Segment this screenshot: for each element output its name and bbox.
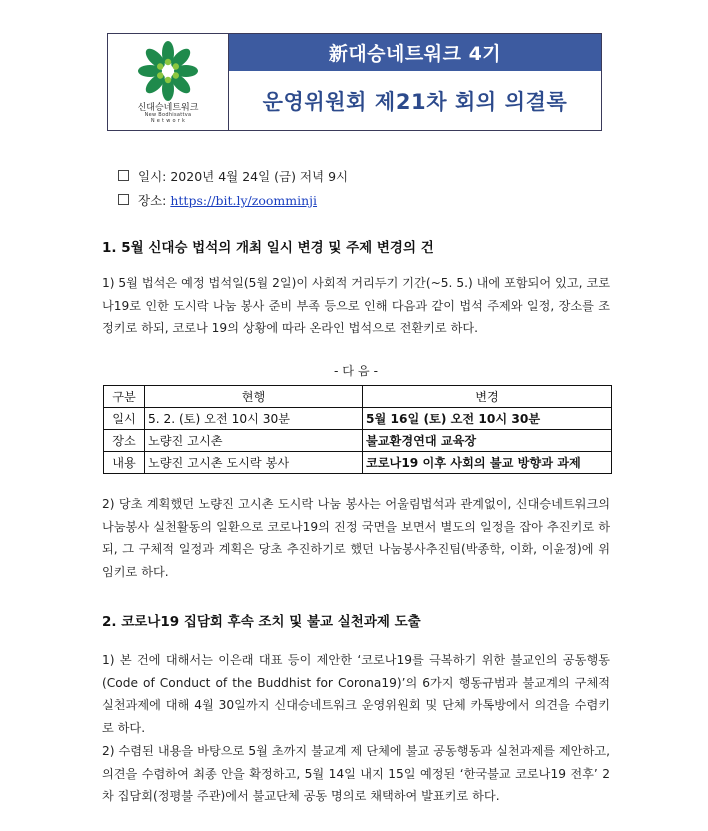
datetime-text: 일시: 2020년 4월 24일 (금) 저녁 9시 [138, 169, 349, 184]
table-header-cell: 구분 [104, 386, 145, 408]
document-title: 新대승네트워크 4기 [229, 34, 601, 71]
section2-body [102, 649, 610, 808]
section2-paragraph2-text: 2) 수렴된 내용을 바탕으로 5월 초까지 불교계 제 단체에 불교 공동행동과 실천과제를 제안하고, 의견을 수렴하여 최종 안을 확정하고, 5월 14일 내지 15일 예정된 ‘한국불교 코로나19 전후’ 2차 집담회(정평불 주관)에서 불교단체 공동 명의로 채택하여 발표키로 하다. [102, 743, 610, 804]
table-cell-current: 노량진 고시촌 도시락 봉사 [145, 452, 363, 474]
table-row [104, 452, 612, 474]
place-link[interactable]: https://bit.ly/zoomminji [170, 193, 318, 208]
table-row [104, 430, 612, 452]
table-cell-label: 장소 [104, 430, 145, 452]
meta-datetime [118, 167, 348, 185]
section1-paragraph1 [102, 272, 610, 340]
table-cell-changed: 5월 16일 (토) 오전 10시 30분 [363, 408, 612, 430]
title-area [229, 34, 601, 130]
table-cell-changed: 불교환경연대 교육장 [363, 430, 612, 452]
section1-paragraph2-text: 2) 당초 계획했던 노량진 고시촌 도시락 나눔 봉사는 어울림법석과 관계없이, 신대승네트워크의 나눔봉사 실천활동의 일환으로 코로나19의 진정 국면을 보면서 별도의 일정을 잡아 추진키로 하되, 그 구체적 일정과 계획은 당초 추진하기로 했던 나눔봉사추진팀(박종학, 이화, 이윤정)에 위임키로 하다. [102, 497, 610, 580]
logo-name-english-line2: N e t w o r k [150, 118, 186, 124]
table-header-cell: 현행 [145, 386, 363, 408]
logo-area [108, 34, 229, 130]
table-cell-label: 일시 [104, 408, 145, 430]
table-cell-changed: 코로나19 이후 사회의 불교 방향과 과제 [363, 452, 612, 474]
logo-name-english-line1: New Bodhisattva [144, 112, 192, 118]
checkbox-bullet-icon [118, 170, 129, 181]
table-header-cell: 변경 [363, 386, 612, 408]
logo-name-english [108, 112, 228, 124]
place-label: 장소: [138, 193, 171, 208]
table-header-row [104, 386, 612, 408]
section1-paragraph1-text: 1) 5월 법석은 예정 법석일(5월 2일)이 사회적 거리두기 기간(~5. 5.) 내에 포함되어 있고, 코로나19로 인한 도시락 나눔 봉사 준비 부족 등으로 인해 다음과 같이 법석 주제와 일정, 장소를 조정키로 하되, 코로나 19의 상황에 따라 온라인 법석으로 전환키로 하다. [102, 276, 610, 336]
section1-heading: 1. 5월 신대승 법석의 개최 일시 변경 및 주제 변경의 건 [102, 240, 434, 256]
table-cell-current: 5. 2. (토) 오전 10시 30분 [145, 408, 363, 430]
checkbox-bullet-icon [118, 194, 129, 205]
schedule-comparison-table [103, 385, 612, 474]
section2-paragraph1-text: 1) 본 건에 대해서는 이은래 대표 등이 제안한 ‘코로나19를 극복하기 위한 불교인의 공동행동(Code of Conduct of the Buddhist for Corona19)’의 6가지 행동규범과 불교계의 구체적 실천과제에 대해 4월 30일까지 신대승네트워크 운영위원회 및 단체 카톡방에서 의견을 수렴키로 하다. [102, 653, 610, 736]
table-row [104, 408, 612, 430]
lotus-logo-icon [134, 40, 202, 102]
document-header [107, 33, 602, 131]
section1-note: - 다 음 - [334, 364, 378, 378]
document-subtitle: 운영위원회 제21차 회의 의결록 [262, 89, 568, 114]
logo-name-korean: 신대승네트워크 [137, 103, 199, 113]
table-cell-current: 노량진 고시촌 [145, 430, 363, 452]
section2-heading: 2. 코로나19 집담회 후속 조치 및 불교 실천과제 도출 [102, 614, 421, 630]
section1-paragraph2 [102, 493, 610, 584]
table-cell-label: 내용 [104, 452, 145, 474]
meta-place [118, 191, 317, 209]
